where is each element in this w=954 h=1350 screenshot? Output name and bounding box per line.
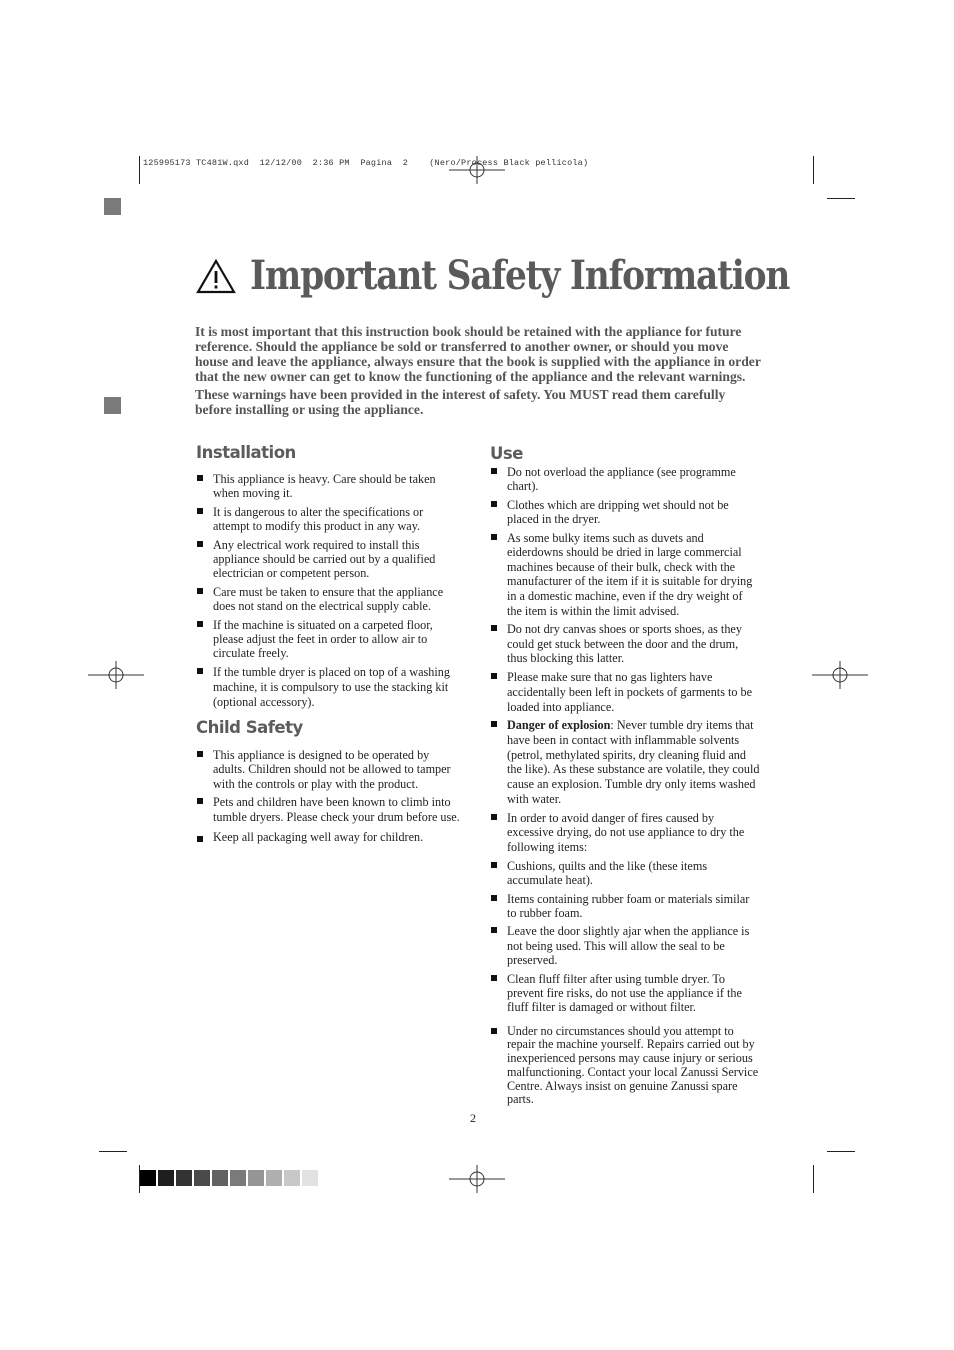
intro-text xyxy=(195,324,765,420)
color-swatch xyxy=(230,1170,246,1186)
list-item xyxy=(196,585,460,614)
bullet-icon xyxy=(197,541,203,547)
bullet-icon xyxy=(197,668,203,674)
color-swatch xyxy=(140,1170,156,1186)
installation-list xyxy=(196,472,460,710)
list-item-text: This appliance is designed to be operated by adults. Children should not be allowed to tamper with the controls or play with the product. xyxy=(213,748,451,791)
page-number: 2 xyxy=(470,1111,476,1125)
list-item-text: Leave the door slightly ajar when the appliance is not being used. This will allow the seal to be preserved. xyxy=(507,924,750,968)
installation-section xyxy=(196,443,460,714)
bullet-icon xyxy=(491,975,497,981)
list-item xyxy=(490,531,760,619)
intro-paragraph: These warnings have been provided in the interest of safety. You MUST read them carefully before installing or using the appliance. xyxy=(195,387,726,417)
color-swatch xyxy=(284,1170,300,1186)
color-bar xyxy=(140,1170,320,1186)
warning-triangle-icon xyxy=(196,258,236,294)
list-item-text: Under no circumstances should you attempt to repair the machine yourself. Repairs carried out by inexperienced persons may cause injury or serious malfunctioning. Contact your local Zanussi Service Centre. Always insist on genuine Zanussi spare parts. xyxy=(507,1023,759,1107)
list-item-text: Never tumble dry items that have been in contact with inflammable solvents (petrol, methylated spirits, dry cleaning fluid and the like). As these substance are volatile, they could cause an explosion. Tumble dry only items washed with water. xyxy=(507,718,760,806)
bullet-icon xyxy=(491,814,497,820)
registration-mark-icon xyxy=(449,142,505,198)
crop-mark xyxy=(139,156,140,184)
list-item xyxy=(490,1025,760,1107)
list-item-text: This appliance is heavy. Care should be taken when moving it. xyxy=(213,472,436,501)
list-item xyxy=(490,811,760,855)
bullet-icon xyxy=(491,673,497,679)
child-safety-section xyxy=(196,718,460,848)
bullet-icon xyxy=(197,588,203,594)
list-item xyxy=(196,472,460,501)
list-item-text: In order to avoid danger of fires caused by excessive drying, do not use appliance to dry the following items: xyxy=(507,810,745,854)
list-item: Danger of explosion: Never tumble dry items that have been in contact with inflammable solvents (petrol, methylated spirits, dry cleaning fluid and the like). As these substance are volatile, they could cause an explosion. Tumble dry only items washed with water. xyxy=(490,718,760,806)
bullet-icon xyxy=(197,508,203,514)
crop-mark xyxy=(813,1165,814,1193)
bullet-icon xyxy=(197,798,203,804)
child-safety-list xyxy=(196,748,460,844)
list-item xyxy=(490,498,760,527)
list-item xyxy=(490,670,760,714)
marker-square xyxy=(104,198,121,215)
bullet-icon xyxy=(491,1028,497,1034)
list-item-text: Do not overload the appliance (see programme chart). xyxy=(507,465,736,494)
list-item-text: Clean fluff filter after using tumble dryer. To prevent fire risks, do not use the appliance if the fluff filter is damaged or without filter. xyxy=(507,971,742,1015)
crop-mark xyxy=(827,198,855,199)
list-item-text: It is dangerous to alter the specifications or attempt to modify this product in any way. xyxy=(213,504,424,534)
list-item xyxy=(490,972,760,1015)
list-item-text: Do not dry canvas shoes or sports shoes, as they could get stuck between the door and the drum, thus blocking this latter. xyxy=(507,622,742,666)
list-item xyxy=(490,924,760,967)
bullet-icon xyxy=(197,475,203,481)
list-item xyxy=(196,505,460,534)
list-item-text: Please make sure that no gas lighters have accidentally been left in pockets of garments to be loaded into appliance. xyxy=(507,669,753,714)
color-swatch xyxy=(212,1170,228,1186)
installation-heading: Installation xyxy=(196,443,296,462)
use-heading: Use xyxy=(490,444,523,463)
list-item-text: Care must be taken to ensure that the appliance does not stand on the electrical supply cable. xyxy=(213,584,444,614)
bullet-icon xyxy=(491,534,497,540)
list-item-text: Keep all packaging well away for children. xyxy=(213,830,424,845)
color-swatch xyxy=(248,1170,264,1186)
list-item-text: Items containing rubber foam or materials similar to rubber foam. xyxy=(507,891,750,920)
list-item-text: Pets and children have been known to climb into tumble dryers. Please check your drum before use. xyxy=(213,795,460,824)
color-swatch xyxy=(194,1170,210,1186)
crop-mark xyxy=(99,1151,127,1152)
bullet-icon xyxy=(491,625,497,631)
bullet-icon xyxy=(491,468,497,474)
crop-mark xyxy=(813,156,814,184)
danger-label: Danger of explosion xyxy=(507,718,611,733)
page-header xyxy=(196,252,877,299)
list-item xyxy=(196,830,460,844)
crop-mark xyxy=(827,1151,855,1152)
registration-mark-icon xyxy=(449,1151,505,1207)
registration-mark-icon xyxy=(88,647,144,703)
list-item xyxy=(490,892,760,921)
registration-mark-icon xyxy=(812,647,868,703)
list-item xyxy=(196,665,460,710)
bullet-icon xyxy=(197,621,203,627)
list-item-text: Clothes which are dripping wet should not be placed in the dryer. xyxy=(507,497,729,527)
slug-line: 125995173 TC481W.qxd 12/12/00 2:36 PM Pagina 2 (Nero/Process Black pellicola) xyxy=(143,158,589,168)
list-item-text: As some bulky items such as duvets and eiderdowns should be dried in large commercial machines because of their bulk, check with the manufacturer of the item if it is suitable for drying in a domestic machine, even if the dry weight of the item is within the limit advised. xyxy=(507,530,753,618)
bullet-icon xyxy=(491,721,497,727)
bullet-icon xyxy=(491,501,497,507)
list-item-text: Cushions, quilts and the like (these items accumulate heat). xyxy=(507,858,708,888)
list-item-text: If the machine is situated on a carpeted floor, please adjust the feet in order to allow air to circulate freely. xyxy=(213,617,433,661)
list-item xyxy=(196,618,460,661)
bullet-icon xyxy=(491,862,497,868)
bullet-icon xyxy=(491,927,497,933)
bullet-icon xyxy=(491,895,497,901)
use-section xyxy=(490,444,760,1111)
bullet-icon xyxy=(197,836,203,842)
use-list xyxy=(490,465,760,1107)
color-swatch xyxy=(176,1170,192,1186)
intro-paragraph: It is most important that this instruction book should be retained with the appliance for future reference. Should the appliance be sold or transferred to another owner, or should you move house and leave the appliance, always ensure that the book is supplied with the appliance in order that the new owner can get to know the functioning of the appliance and the relevant warnings. xyxy=(195,324,761,384)
list-item xyxy=(490,465,760,494)
list-item-text: If the tumble dryer is placed on top of a washing machine, it is compulsory to use the stacking kit (optional accessory). xyxy=(213,664,450,709)
bullet-icon xyxy=(197,751,203,757)
color-swatch xyxy=(158,1170,174,1186)
list-item xyxy=(196,538,460,581)
list-item xyxy=(196,748,460,791)
list-item xyxy=(490,622,760,666)
list-item-text: Any electrical work required to install this appliance should be carried out by a qualified electrician or competent person. xyxy=(213,537,436,581)
page-title: Important Safety Information xyxy=(250,252,790,299)
list-item xyxy=(196,795,460,824)
child-safety-heading: Child Safety xyxy=(196,718,303,737)
color-swatch xyxy=(302,1170,318,1186)
color-swatch xyxy=(266,1170,282,1186)
marker-square xyxy=(104,397,121,414)
list-item xyxy=(490,859,760,888)
